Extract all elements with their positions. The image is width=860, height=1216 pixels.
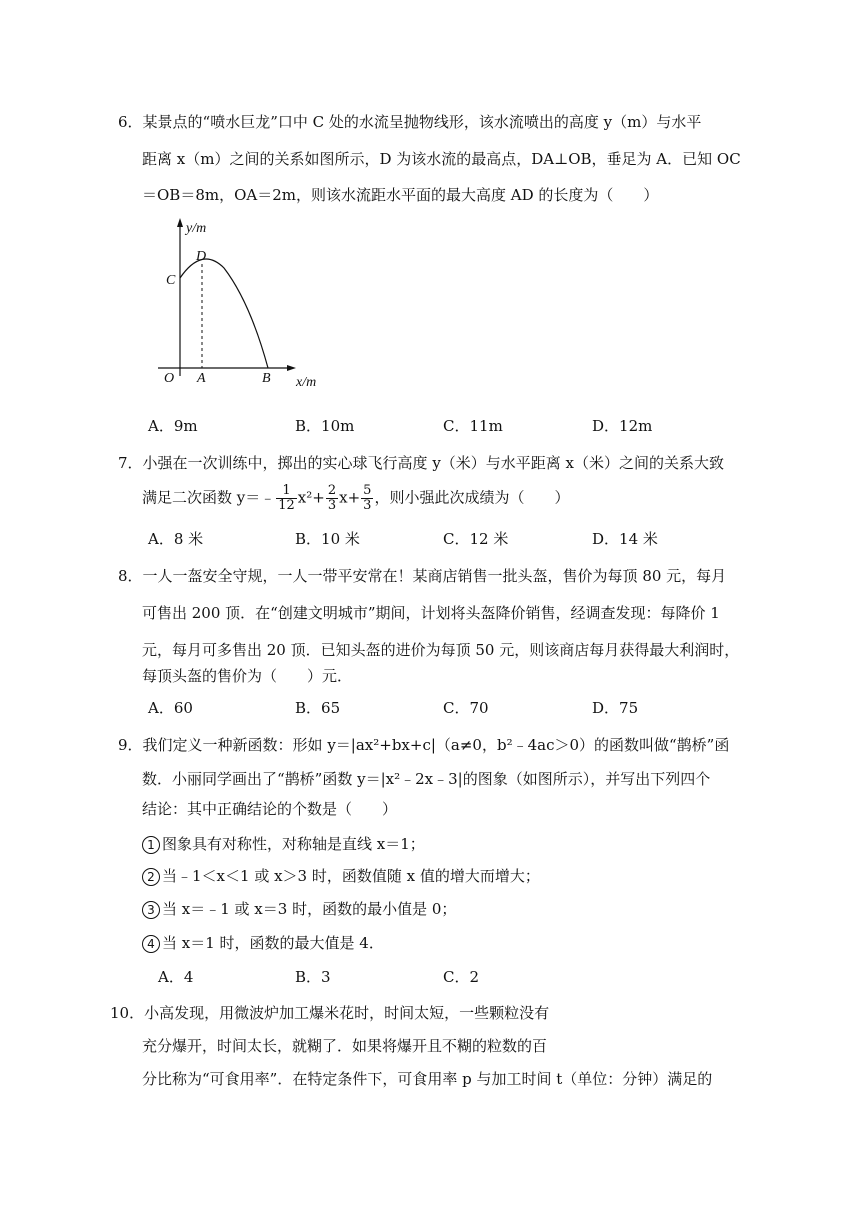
q8-option-b[interactable]: B．65 (295, 699, 341, 717)
point-c-label: C (166, 273, 176, 288)
q9-conclusion-4: 4 当 x＝1 时，函数的最大值是 4． (142, 933, 384, 953)
q8-option-a[interactable]: A．60 (148, 699, 193, 717)
q7-option-d[interactable]: D．14 米 (592, 530, 658, 548)
point-d-label: D (196, 249, 207, 264)
q6-line-3: ＝OB＝8m，OA＝2m，则该水流距水平面的最大高度 AD 的长度为（ ） (142, 186, 659, 204)
q7-text-mid2: x+ (339, 488, 361, 507)
circled-number-3: 3 (142, 901, 160, 919)
q7-text-pre: 满足二次函数 y＝﹣ (142, 488, 276, 507)
q10-line-3: 分比称为“可食用率”．在特定条件下，可食用率 p 与加工时间 t（单位：分钟）满足的 (142, 1070, 713, 1088)
q9-option-c[interactable]: C．2 (443, 968, 480, 986)
q10-line-1: 10．小高发现，用微波炉加工爆米花时，时间太短，一些颗粒没有 (110, 1004, 550, 1022)
q9-line-1: 9．我们定义一种新函数：形如 y＝|ax²+bx+c|（a≠0，b²﹣4ac＞0）的函数叫做“鹊桥”函 (118, 736, 730, 754)
q8-option-c[interactable]: C．70 (443, 699, 489, 717)
q9-option-a[interactable]: A．4 (158, 968, 194, 986)
y-axis-arrow (177, 218, 183, 227)
q7-fraction-2: $\frac{2}{3}$ (327, 483, 337, 513)
q8-line-3: 元，每月可多售出 20 顶．已知头盔的进价为每顶 50 元，则该商店每月获得最大利润时， (142, 641, 740, 659)
q7-option-a[interactable]: A．8 米 (148, 530, 204, 548)
q7-option-c[interactable]: C．12 米 (443, 530, 509, 548)
circled-number-1: 1 (142, 836, 160, 854)
q6-option-c[interactable]: C．11m (443, 417, 503, 435)
x-axis-label: x/m (296, 375, 317, 390)
q7-option-b[interactable]: B．10 米 (295, 530, 360, 548)
q8-line-1: 8．一人一盔安全守规，一人一带平安常在！某商店销售一批头盔，售价为每顶 80 元，每月 (118, 567, 727, 585)
q9-line-2: 数．小丽同学画出了“鹊桥”函数 y＝|x²﹣2x﹣3|的图象（如图所示），并写出下列四个 (142, 770, 711, 788)
q9-conclusion-3: 3 当 x＝﹣1 或 x＝3 时，函数的最小值是 0； (142, 899, 456, 919)
q8-option-d[interactable]: D．75 (592, 699, 639, 717)
q7-text-mid1: x²+ (297, 488, 325, 507)
q7-fraction-3: $\frac{5}{3}$ (363, 483, 372, 513)
q6-line-1: 6．某景点的“喷水巨龙”口中 C 处的水流呈抛物线形，该水流喷出的高度 y（m）与水平 (118, 113, 702, 131)
y-axis-label: y/m (186, 221, 207, 236)
q7-text-post: ，则小强此次成绩为（ ） (374, 488, 570, 507)
q6-option-a[interactable]: A．9m (148, 417, 198, 435)
q8-line-2: 可售出 200 顶．在“创建文明城市”期间，计划将头盔降价销售，经调查发现：每降价 1 (142, 604, 720, 622)
point-a-label: A (197, 371, 206, 386)
q6-parabola-graph (150, 212, 340, 397)
q7-line-2 (142, 484, 569, 513)
q6-option-b[interactable]: B．10m (295, 417, 355, 435)
q6-option-d[interactable]: D．12m (592, 417, 653, 435)
q10-line-2: 充分爆开，时间太长，就糊了．如果将爆开且不糊的粒数的百 (142, 1037, 548, 1055)
q8-line-4: 每顶头盔的售价为（ ）元． (142, 667, 353, 685)
q9-conclusion-2: 2 当﹣1＜x＜1 或 x＞3 时，函数值随 x 值的增大而增大； (142, 866, 540, 886)
q7-line-1: 7．小强在一次训练中，掷出的实心球飞行高度 y（米）与水平距离 x（米）之间的关系大致 (118, 454, 725, 472)
q9-line-3: 结论：其中正确结论的个数是（ ） (142, 800, 398, 818)
parabola-curve (180, 259, 268, 368)
point-o-label: O (164, 371, 175, 386)
q9-option-b[interactable]: B．3 (295, 968, 331, 986)
q9-conclusion-1: 1 图象具有对称性，对称轴是直线 x＝1； (142, 834, 425, 854)
circled-number-4: 4 (142, 935, 160, 953)
point-b-label: B (262, 371, 271, 386)
circled-number-2: 2 (142, 868, 160, 886)
q6-line-2: 距离 x（m）之间的关系如图所示，D 为该水流的最高点，DA⊥OB，垂足为 A．已知 OC (142, 150, 741, 168)
q7-fraction-1: $\frac{1}{12}$ (278, 483, 295, 513)
x-axis-arrow (287, 365, 296, 371)
